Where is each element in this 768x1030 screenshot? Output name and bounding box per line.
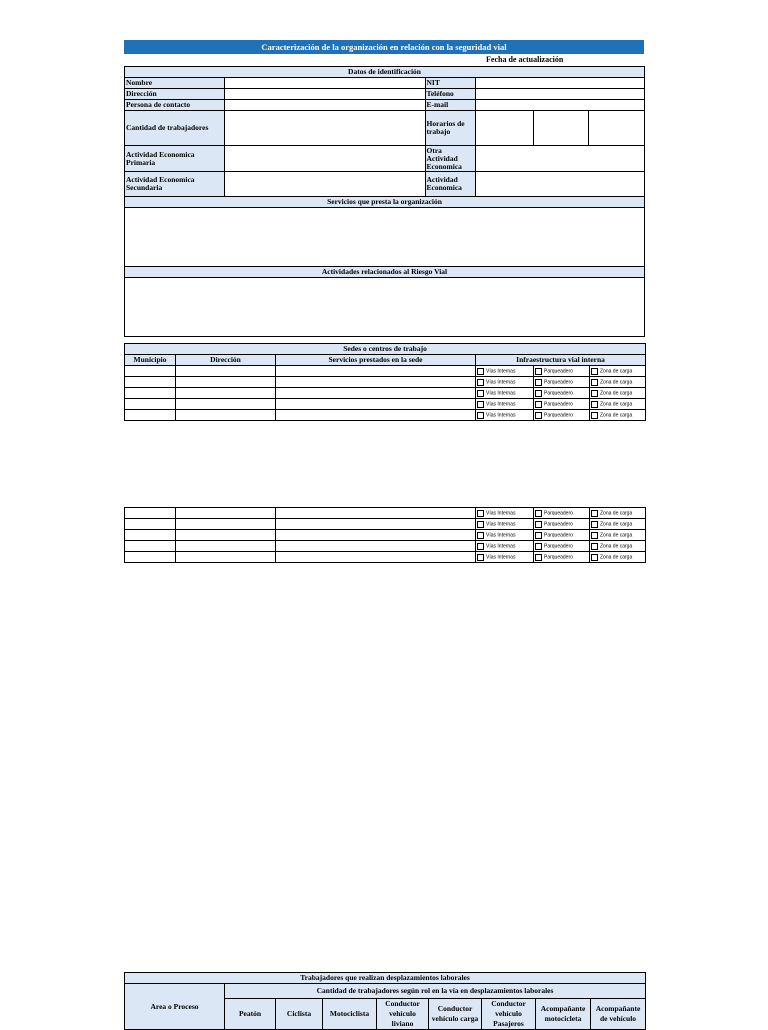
checkbox-label: Vías Internas [486,379,516,385]
parqueadero-checkbox[interactable] [534,508,590,519]
direccion-label: Dirección [125,89,225,100]
cantidad-trabajadores-label: Cantidad de trabajadores [125,111,225,146]
cantidad-rol-header: Cantidad de trabajadores según rol en la vía en desplazamientos laborales [225,984,646,999]
sede-row [125,519,646,530]
checkbox-square-icon[interactable] [535,510,542,517]
checkbox-square-icon[interactable] [591,554,598,561]
actividad-primaria-field[interactable] [225,146,425,172]
actividad-secundaria-label: Actividad Economica Secundaria [125,172,225,197]
vias-checkbox[interactable] [476,530,534,541]
checkbox-square-icon[interactable] [591,510,598,517]
direccion-field[interactable] [225,89,425,100]
municipio-cell[interactable] [125,552,176,563]
parqueadero-checkbox[interactable] [534,552,590,563]
checkbox-label: Vías Internas [486,412,516,418]
identificacion-header: Datos de identificación [125,67,645,78]
checkbox-square-icon[interactable] [535,532,542,539]
servicios-cell[interactable] [276,541,476,552]
zona-carga-checkbox[interactable] [590,541,646,552]
vias-checkbox[interactable] [476,366,534,377]
direccion-cell[interactable] [176,377,276,388]
actividad-economica-field[interactable] [475,172,644,197]
checkbox-label: Vías Internas [486,401,516,407]
checkbox-label: Parqueadero [544,401,573,407]
checkbox-label: Parqueadero [544,521,573,527]
servicios-cell[interactable] [276,508,476,519]
checkbox-square-icon[interactable] [535,554,542,561]
servicios-cell[interactable] [276,552,476,563]
nombre-label: Nombre [125,78,225,89]
sedes-rows-b [125,508,646,563]
parqueadero-checkbox[interactable] [534,388,590,399]
checkbox-square-icon[interactable] [535,368,542,375]
horarios-label: Horarios de trabajo [425,111,475,146]
zona-carga-checkbox[interactable] [590,399,646,410]
actividades-field[interactable] [125,278,645,337]
checkbox-label: Parqueadero [544,379,573,385]
checkbox-label: Parqueadero [544,554,573,560]
checkbox-square-icon[interactable] [477,379,484,386]
nombre-field[interactable] [225,78,425,89]
nit-field[interactable] [475,78,644,89]
zona-carga-checkbox[interactable] [590,388,646,399]
checkbox-square-icon[interactable] [477,510,484,517]
parqueadero-checkbox[interactable] [534,541,590,552]
vias-checkbox[interactable] [476,541,534,552]
zona-carga-checkbox[interactable] [590,508,646,519]
checkbox-square-icon[interactable] [535,412,542,419]
sede-row [125,410,646,421]
sede-row [125,541,646,552]
checkbox-label: Vías Internas [486,368,516,374]
direccion-cell[interactable] [176,388,276,399]
email-label: E-mail [425,100,475,111]
sedes-table [124,343,646,421]
servicios-cell[interactable] [276,530,476,541]
checkbox-label: Vías Internas [486,532,516,538]
actividad-primaria-label: Actividad Economica Primaria [125,146,225,172]
col-municipio: Municipio [125,355,176,366]
checkbox-label: Vías Internas [486,554,516,560]
checkbox-label: Zona de carga [600,554,633,560]
telefono-field[interactable] [475,89,644,100]
direccion-cell[interactable] [176,530,276,541]
persona-contacto-label: Persona de contacto [125,100,225,111]
horario-field-3[interactable] [588,111,644,146]
checkbox-square-icon[interactable] [535,390,542,397]
zona-carga-checkbox[interactable] [590,552,646,563]
checkbox-label: Zona de carga [600,532,633,538]
identificacion-table [124,66,645,337]
actividades-header: Actividades relacionados al Riesgo Vial [125,267,645,278]
checkbox-label: Parqueadero [544,412,573,418]
sede-row [125,508,646,519]
servicios-cell[interactable] [276,366,476,377]
direccion-cell[interactable] [176,399,276,410]
sede-row [125,530,646,541]
parqueadero-checkbox[interactable] [534,530,590,541]
checkbox-label: Vías Internas [486,521,516,527]
persona-contacto-field[interactable] [225,100,425,111]
servicios-field[interactable] [125,208,645,267]
vias-checkbox[interactable] [476,377,534,388]
parqueadero-checkbox[interactable] [534,399,590,410]
otra-actividad-label: Otra Actividad Economica [425,146,475,172]
checkbox-square-icon[interactable] [477,532,484,539]
cantidad-trabajadores-field[interactable] [225,111,425,146]
checkbox-label: Zona de carga [600,412,633,418]
checkbox-square-icon[interactable] [535,401,542,408]
sede-row [125,388,646,399]
col-conductor-pasajeros: Conductor vehículo Pasajeros [482,999,536,1030]
horario-field-1[interactable] [475,111,533,146]
checkbox-square-icon[interactable] [477,554,484,561]
checkbox-label: Zona de carga [600,510,633,516]
parqueadero-checkbox[interactable] [534,366,590,377]
fecha-label: Fecha de actualización [486,55,564,64]
vias-checkbox[interactable] [476,508,534,519]
checkbox-square-icon[interactable] [477,521,484,528]
vias-checkbox[interactable] [476,410,534,421]
vias-checkbox[interactable] [476,399,534,410]
servicios-cell[interactable] [276,519,476,530]
direccion-cell[interactable] [176,508,276,519]
checkbox-square-icon[interactable] [591,532,598,539]
col-ciclista: Ciclista [276,999,323,1030]
zona-carga-checkbox[interactable] [590,410,646,421]
municipio-cell[interactable] [125,508,176,519]
checkbox-label: Parqueadero [544,532,573,538]
vias-checkbox[interactable] [476,552,534,563]
sede-row [125,552,646,563]
col-acompanante-moto: Acompañante motocicleta [536,999,591,1030]
sedes-rows-a [125,366,646,421]
checkbox-square-icon[interactable] [535,543,542,550]
servicios-cell[interactable] [276,377,476,388]
parqueadero-checkbox[interactable] [534,410,590,421]
checkbox-label: Zona de carga [600,543,633,549]
municipio-cell[interactable] [125,519,176,530]
col-servicios: Servicios prestados en la sede [276,355,476,366]
sede-row [125,366,646,377]
checkbox-square-icon[interactable] [535,379,542,386]
horario-field-2[interactable] [533,111,588,146]
checkbox-square-icon[interactable] [477,412,484,419]
sedes-table-continued [124,507,646,563]
parqueadero-checkbox[interactable] [534,519,590,530]
checkbox-square-icon[interactable] [477,401,484,408]
col-conductor-liviano: Conductor vehículo liviano [377,999,429,1030]
form-title: Caracterización de la organización en relación con la seguridad vial [124,40,644,54]
direccion-cell[interactable] [176,366,276,377]
email-field[interactable] [475,100,644,111]
checkbox-label: Vías Internas [486,543,516,549]
direccion-cell[interactable] [176,519,276,530]
col-peaton: Peatón [225,999,276,1030]
municipio-cell[interactable] [125,410,176,421]
servicios-cell[interactable] [276,388,476,399]
servicios-cell[interactable] [276,410,476,421]
trabajadores-table [124,972,646,1030]
checkbox-label: Vías Internas [486,510,516,516]
sede-row [125,399,646,410]
direccion-cell[interactable] [176,410,276,421]
col-motociclista: Motociclista [323,999,377,1030]
checkbox-square-icon[interactable] [591,390,598,397]
actividad-economica-label: Actividad Economica [425,172,475,197]
checkbox-square-icon[interactable] [477,543,484,550]
zona-carga-checkbox[interactable] [590,519,646,530]
zona-carga-checkbox[interactable] [590,530,646,541]
telefono-label: Teléfono [425,89,475,100]
checkbox-square-icon[interactable] [591,521,598,528]
zona-carga-checkbox[interactable] [590,366,646,377]
zona-carga-checkbox[interactable] [590,377,646,388]
checkbox-label: Parqueadero [544,510,573,516]
checkbox-label: Parqueadero [544,390,573,396]
checkbox-label: Parqueadero [544,543,573,549]
col-conductor-carga: Conductor vehículo carga [429,999,482,1030]
municipio-cell[interactable] [125,388,176,399]
checkbox-label: Zona de carga [600,521,633,527]
checkbox-label: Parqueadero [544,368,573,374]
sedes-header: Sedes o centros de trabajo [125,344,646,355]
checkbox-label: Zona de carga [600,390,633,396]
col-infraestructura: Infraestructura vial interna [476,355,646,366]
checkbox-square-icon[interactable] [477,368,484,375]
municipio-cell[interactable] [125,366,176,377]
municipio-cell[interactable] [125,377,176,388]
checkbox-square-icon[interactable] [591,379,598,386]
vias-checkbox[interactable] [476,388,534,399]
checkbox-square-icon[interactable] [591,543,598,550]
checkbox-square-icon[interactable] [591,368,598,375]
checkbox-label: Zona de carga [600,379,633,385]
col-direccion: Dirección [176,355,276,366]
checkbox-label: Zona de carga [600,368,633,374]
trabajadores-header: Trabajadores que realizan desplazamientos laborales [125,973,646,984]
servicios-cell[interactable] [276,399,476,410]
nit-label: NIT [425,78,475,89]
actividad-secundaria-field[interactable] [225,172,425,197]
sede-row [125,377,646,388]
checkbox-label: Vías Internas [486,390,516,396]
direccion-cell[interactable] [176,552,276,563]
checkbox-square-icon[interactable] [591,412,598,419]
col-acompanante-vehiculo: Acompañante de vehículo [591,999,646,1030]
servicios-header: Servicios que presta la organización [125,197,645,208]
area-proceso-header: Area o Proceso [125,984,225,1030]
vias-checkbox[interactable] [476,519,534,530]
checkbox-square-icon[interactable] [535,521,542,528]
checkbox-square-icon[interactable] [477,390,484,397]
checkbox-label: Zona de carga [600,401,633,407]
otra-actividad-field[interactable] [475,146,644,172]
checkbox-square-icon[interactable] [591,401,598,408]
parqueadero-checkbox[interactable] [534,377,590,388]
municipio-cell[interactable] [125,530,176,541]
municipio-cell[interactable] [125,541,176,552]
direccion-cell[interactable] [176,541,276,552]
municipio-cell[interactable] [125,399,176,410]
